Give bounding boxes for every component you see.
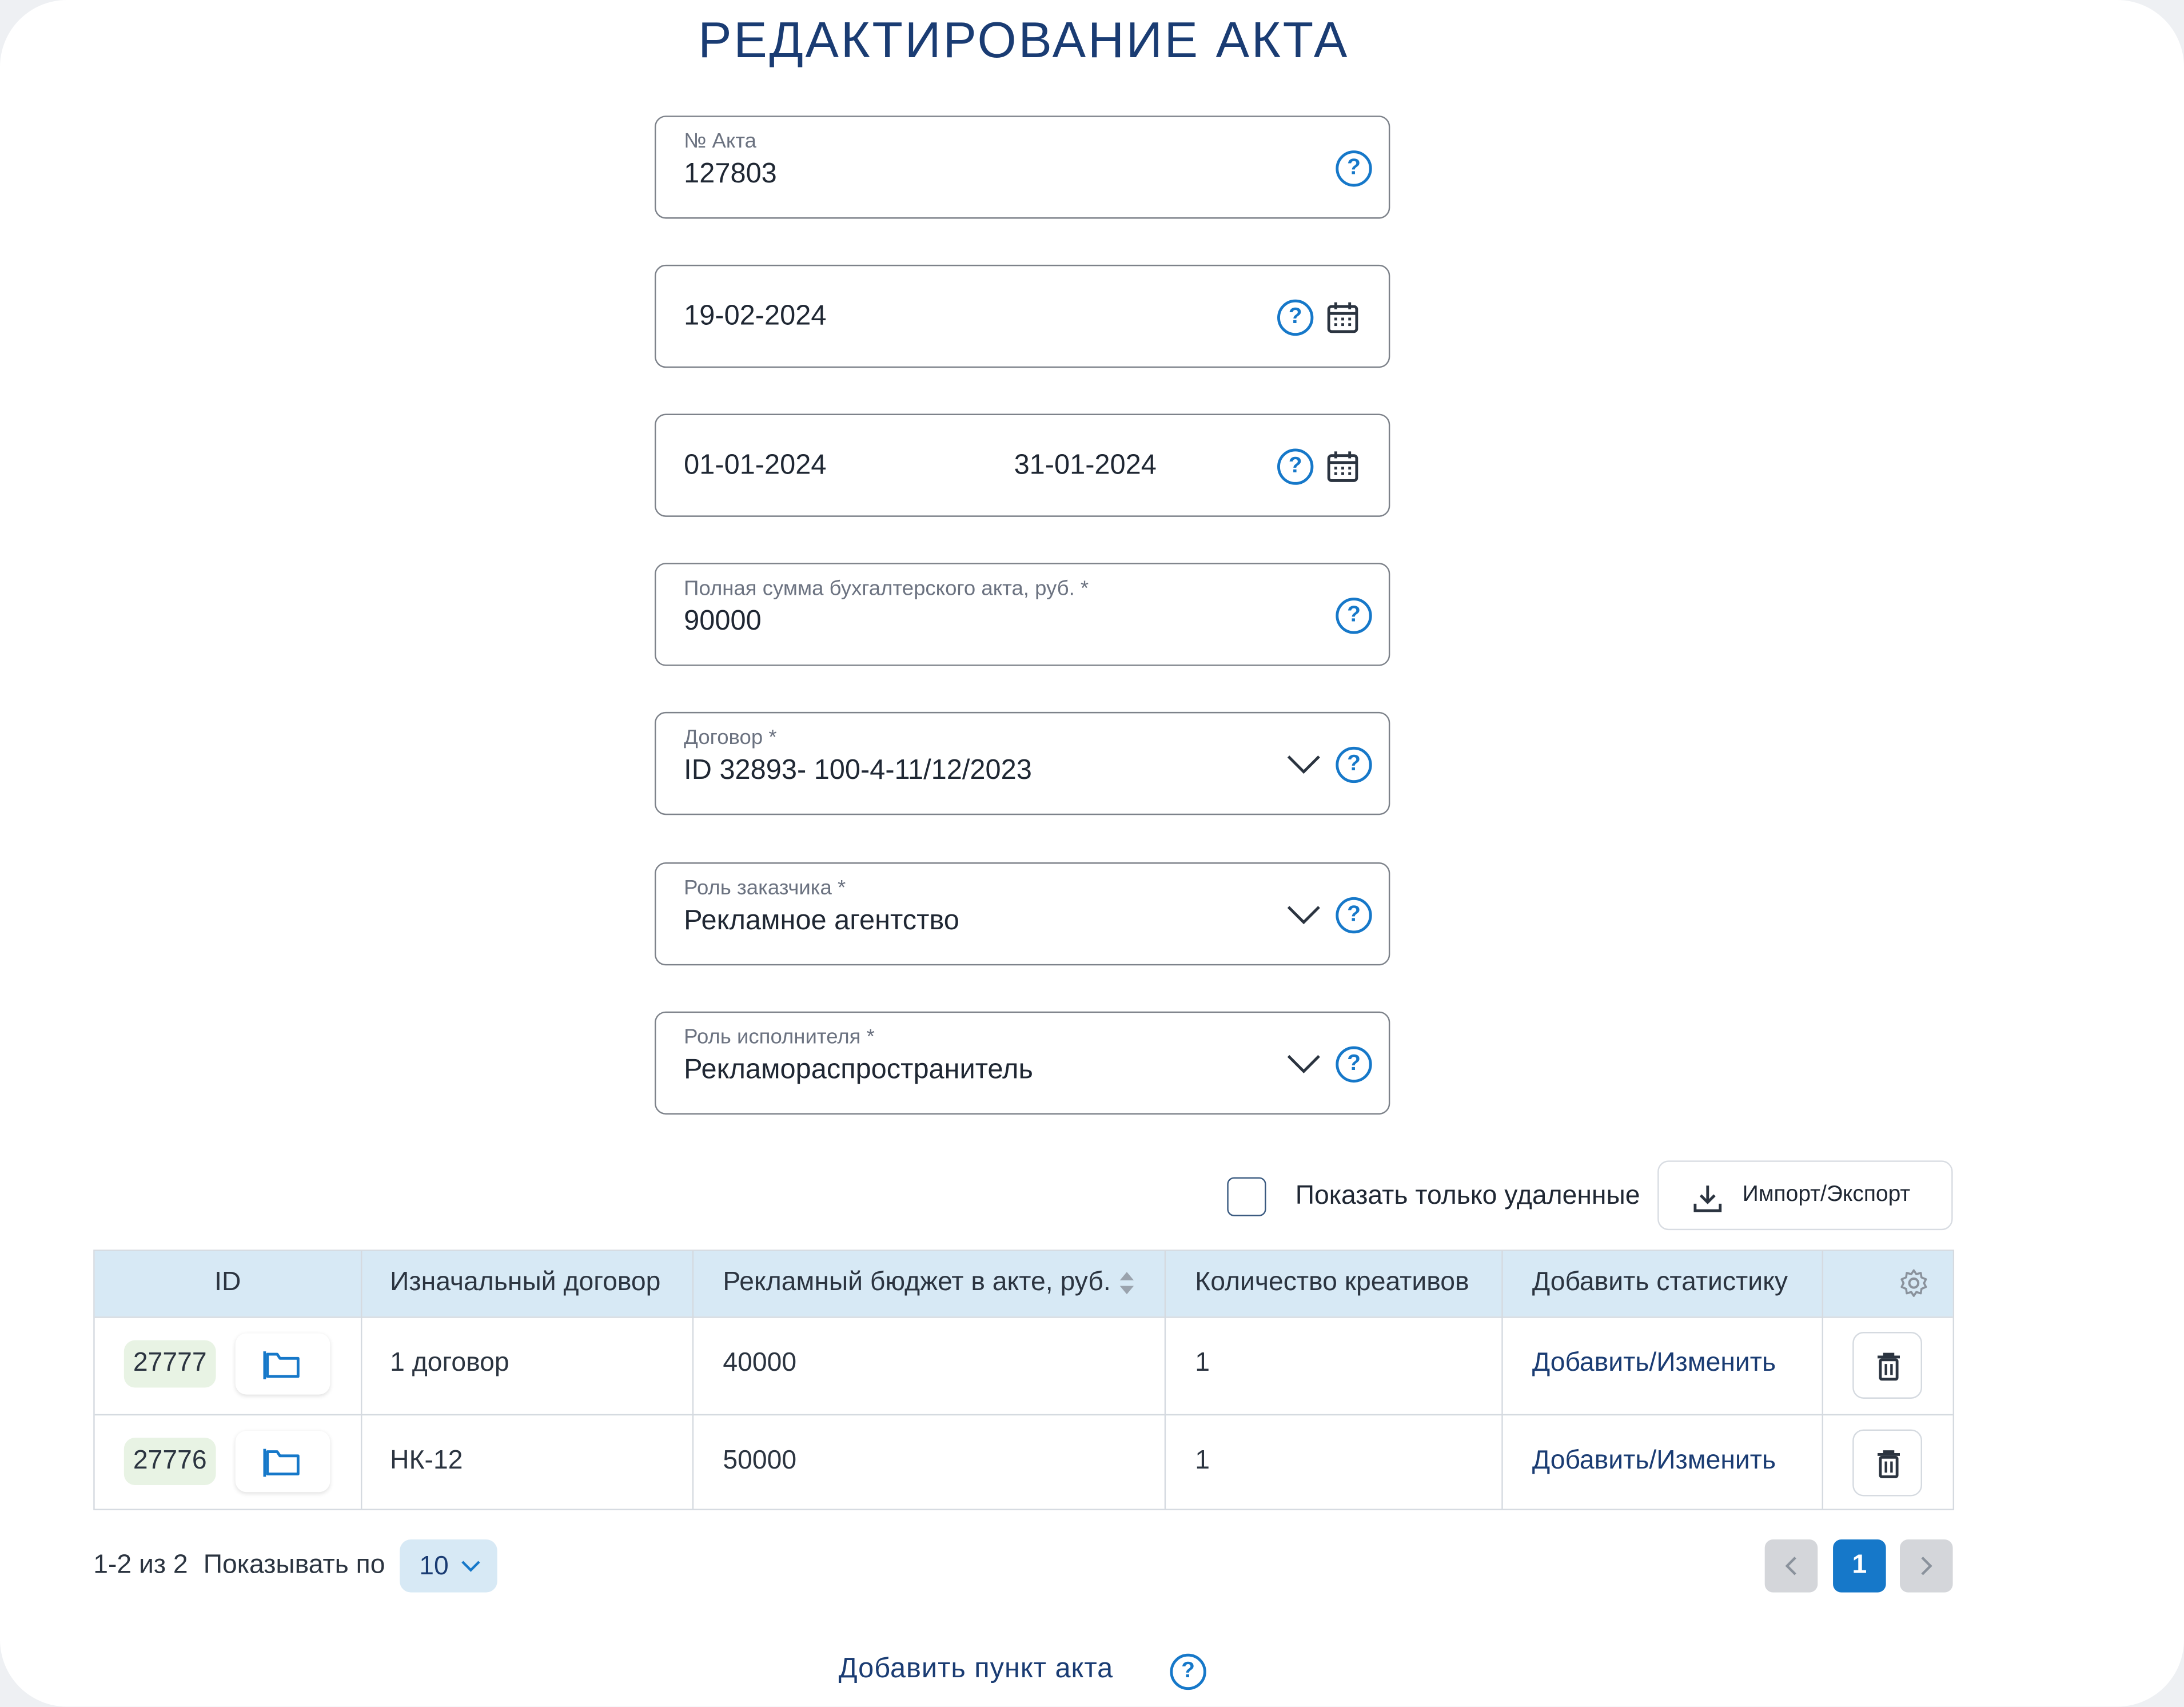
chevron-down-icon [461, 1561, 480, 1573]
delete-row-button[interactable] [1852, 1332, 1922, 1399]
help-icon[interactable]: ? [1336, 1047, 1372, 1083]
gear-icon[interactable] [1899, 1268, 1930, 1299]
customer-role-label: Роль заказчика * [684, 876, 846, 900]
per-page-value: 10 [419, 1551, 449, 1582]
delete-row-button[interactable] [1852, 1430, 1922, 1497]
row-budget: 40000 [723, 1348, 797, 1378]
download-icon [1692, 1183, 1723, 1213]
act-number-label: № Акта [684, 129, 756, 153]
act-date-value: 19-02-2024 [684, 301, 827, 332]
column-divider [1165, 1251, 1166, 1509]
help-icon[interactable]: ? [1170, 1654, 1206, 1690]
help-icon[interactable]: ? [1336, 598, 1372, 634]
next-page-button[interactable] [1900, 1539, 1953, 1593]
column-divider [1501, 1251, 1503, 1509]
act-date-field[interactable] [655, 265, 1390, 368]
pagination-range: 1-2 из 2 [93, 1550, 188, 1580]
help-icon[interactable]: ? [1336, 747, 1372, 783]
column-header-creatives[interactable]: Количество креативов [1195, 1267, 1469, 1298]
row-creatives: 1 [1195, 1348, 1210, 1378]
calendar-icon[interactable] [1326, 301, 1359, 334]
row-id-badge: 27776 [124, 1438, 216, 1485]
chevron-down-icon[interactable] [1286, 904, 1322, 926]
customer-role-select[interactable] [655, 862, 1390, 965]
per-page-label: Показывать по [203, 1550, 385, 1580]
chevron-right-icon [1919, 1556, 1933, 1575]
contract-value: ID 32893- 100-4-11/12/2023 [684, 755, 1032, 786]
calendar-icon[interactable] [1326, 450, 1359, 483]
table-header [95, 1251, 1953, 1317]
executor-role-label: Роль исполнителя * [684, 1025, 875, 1049]
act-number-field[interactable] [655, 116, 1390, 218]
show-deleted-label: Показать только удаленные [1295, 1181, 1640, 1211]
row-creatives: 1 [1195, 1446, 1210, 1475]
row-contract: 1 договор [390, 1348, 509, 1378]
act-number-value: 127803 [684, 158, 777, 190]
show-deleted-checkbox[interactable] [1227, 1177, 1266, 1216]
chevron-left-icon [1784, 1556, 1798, 1575]
total-amount-field[interactable] [655, 563, 1390, 666]
column-divider [1822, 1251, 1823, 1509]
customer-role-value: Рекламное агентство [684, 905, 959, 937]
page-title: РЕДАКТИРОВАНИЕ АКТА [698, 11, 1350, 69]
total-amount-label: Полная сумма бухгалтерского акта, руб. * [684, 576, 1089, 601]
chevron-down-icon[interactable] [1286, 754, 1322, 776]
row-divider [95, 1414, 1953, 1415]
help-icon[interactable]: ? [1336, 897, 1372, 933]
row-id-badge: 27777 [124, 1340, 216, 1388]
per-page-select[interactable] [400, 1539, 497, 1593]
import-export-label: Импорт/Экспорт [1742, 1183, 1911, 1207]
folder-icon [263, 1347, 302, 1380]
chevron-down-icon[interactable] [1286, 1053, 1322, 1076]
add-stats-link[interactable]: Добавить/Изменить [1532, 1446, 1776, 1475]
open-folder-button[interactable] [236, 1333, 330, 1394]
add-stats-link[interactable]: Добавить/Изменить [1532, 1348, 1776, 1378]
open-folder-button[interactable] [236, 1431, 330, 1492]
column-header-id[interactable]: ID [214, 1267, 241, 1298]
executor-role-select[interactable] [655, 1012, 1390, 1115]
contract-label: Договор * [684, 726, 777, 750]
folder-icon [263, 1445, 302, 1478]
page-button-current[interactable]: 1 [1833, 1539, 1886, 1593]
import-export-button[interactable] [1657, 1160, 1952, 1230]
total-amount-value: 90000 [684, 606, 762, 637]
help-icon[interactable]: ? [1336, 150, 1372, 186]
trash-icon [1875, 1351, 1903, 1382]
trash-icon [1875, 1449, 1903, 1480]
column-header-stats[interactable]: Добавить статистику [1532, 1267, 1788, 1298]
row-divider [95, 1316, 1953, 1318]
act-items-table [93, 1250, 1954, 1510]
prev-page-button[interactable] [1765, 1539, 1818, 1593]
help-icon[interactable]: ? [1277, 448, 1313, 484]
help-icon[interactable]: ? [1277, 300, 1313, 336]
period-start-value: 01-01-2024 [684, 449, 827, 481]
executor-role-value: Рекламораспространитель [684, 1055, 1033, 1085]
add-act-item-link[interactable]: Добавить пункт акта [838, 1653, 1114, 1685]
period-end-value: 31-01-2024 [1014, 449, 1157, 481]
column-header-budget[interactable]: Рекламный бюджет в акте, руб. [723, 1267, 1111, 1298]
row-contract: НК-12 [390, 1446, 463, 1475]
contract-select[interactable] [655, 712, 1390, 815]
column-divider [692, 1251, 694, 1509]
period-field[interactable] [655, 414, 1390, 517]
column-header-contract[interactable]: Изначальный договор [390, 1267, 661, 1298]
row-budget: 50000 [723, 1446, 797, 1475]
column-divider [361, 1251, 362, 1509]
sort-icon[interactable] [1118, 1269, 1135, 1297]
